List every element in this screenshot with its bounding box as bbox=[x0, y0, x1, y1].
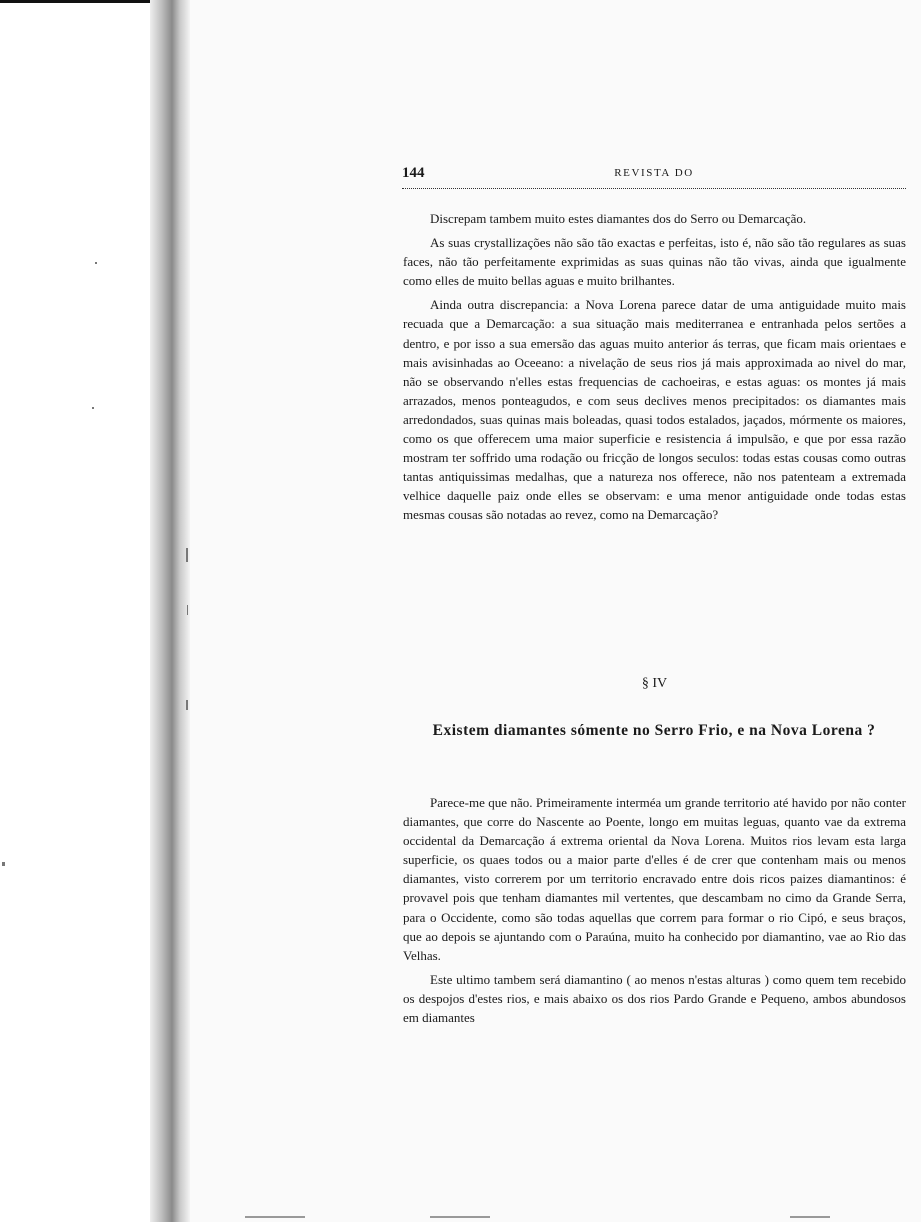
scan-speck bbox=[187, 605, 188, 615]
scan-speck bbox=[2, 862, 5, 866]
page-number: 144 bbox=[402, 165, 425, 181]
section-mark: § IV bbox=[641, 676, 668, 691]
scan-speck bbox=[92, 407, 94, 409]
paragraph: Ainda outra discrepancia: a Nova Lorena parece datar de uma antiguidade muito mais recuada que a Demarcação: a sua situação mais mediterranea e entranhada pelos sertões a dentro, e por isso a sua emersão das aguas muito anterior ás terras, que ficam mais orientaes e mais avisinhadas ao Oceeano: a nivelação de seus rios já mais approximada ao nivel do mar, não se observando n'elles estas frequencias de cachoeiras, e estas aguas: os montes já mais arrazados, menos ponteagudos, e com seus declives menos precipitados: os diamantes mais arredondados, suas quinas mais boleadas, quasi todos estalados, jaçados, mórmente os maiores, como os que offerecem uma maior superficie e resistencia á impulsão, e que por essa razão mostram ter soffrido uma rodação ou fricção de longos seculos: todas estas cousas como outras tantas antiquissimas medalhas, que a natureza nos offerece, não nos patenteam a extremada velhice daquelle paiz onde elles se observam: e uma menor antiguidade onde todas estas mesmas cousas são notadas ao revez, como na Demarcação? bbox=[403, 297, 906, 523]
scan-bottom-mark bbox=[430, 1216, 490, 1218]
scan-speck bbox=[95, 262, 97, 264]
text-block-bottom bbox=[403, 793, 906, 1032]
section-title: Existem diamantes sómente no Serro Frio, e na Nova Lorena ? bbox=[432, 722, 876, 739]
book-binding-shadow bbox=[150, 0, 190, 1222]
scan-bottom-mark bbox=[245, 1216, 305, 1218]
paragraph: Discrepam tambem muito estes diamantes dos do Serro ou Demarcação. bbox=[430, 211, 807, 226]
scan-speck bbox=[186, 700, 188, 710]
paragraph: Este ultimo tambem será diamantino ( ao menos n'estas alturas ) como quem tem recebido os despojos d'estes rios, e mais abaixo os dos rios Pardo Grande e Pequeno, ambos abundosos em diamantes bbox=[403, 971, 906, 1026]
scan-speck bbox=[186, 548, 188, 562]
paragraph: Parece-me que não. Primeiramente interméa um grande territorio até havido por não conter diamantes, que corre do Nascente ao Poente, longo em muitas leguas, quanto vae da extrema occidental da Demarcação á extrema oriental da Nova Lorena. Muitos rios levam esta larga superficie, os quaes todos ou a maior parte d'elles é de crer que contenham mais ou menos diamantes, visto correrem por um territorio encravado entre dois ricos paizes diamantinos: é provavel pois que tenham diamantes mil vertentes, que descambam no cimo da Grande Serra, para o Occidente, como são todas aquellas que correm para formar o rio Cipó, e seus braços, que ao depois se ajuntando com o Paraúna, muito ha conhecido por diamantino, vae ao Rio das Velhas. bbox=[403, 795, 906, 963]
scan-bottom-mark bbox=[790, 1216, 830, 1218]
paragraph: As suas crystallizações não são tão exactas e perfeitas, isto é, não são tão regulares as suas faces, não tão perfeitamente exprimidas as suas quinas não tão vivas, ainda que igualmente como elles de muito bellas aguas e muito brilhantes. bbox=[403, 235, 906, 289]
page-header bbox=[402, 165, 906, 189]
text-block-top bbox=[403, 209, 906, 530]
running-head: REVISTA DO bbox=[614, 167, 694, 179]
header-rule bbox=[402, 188, 906, 189]
